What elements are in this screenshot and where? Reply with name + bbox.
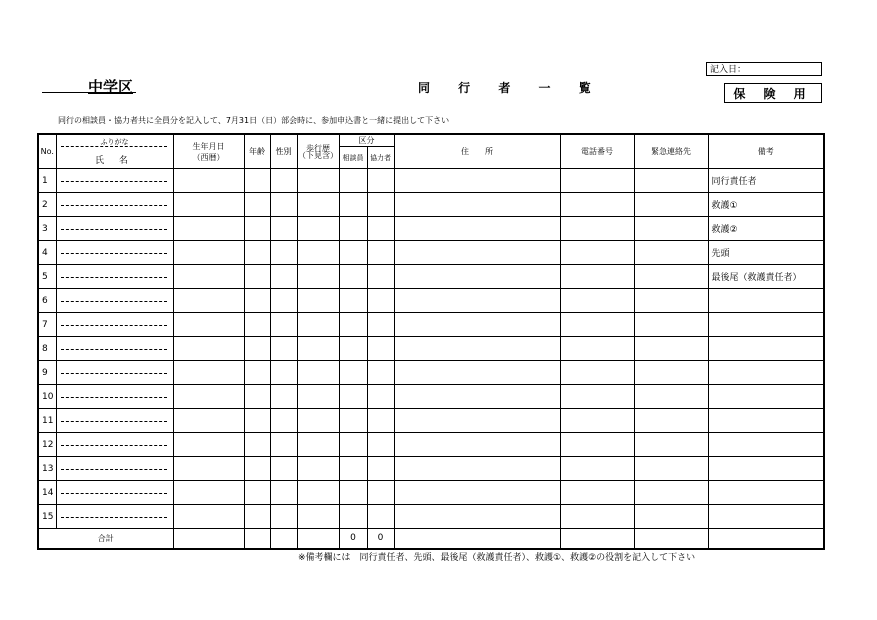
- birthdate-field[interactable]: [173, 217, 244, 241]
- total-counselor: 0: [339, 529, 367, 549]
- row-number: 2: [38, 193, 56, 217]
- header-name: [56, 134, 173, 169]
- region-name: 中学区: [88, 78, 134, 96]
- emergency-field[interactable]: [634, 217, 708, 241]
- name-field[interactable]: [56, 193, 173, 217]
- sex-field[interactable]: [270, 313, 297, 337]
- name-field[interactable]: [56, 217, 173, 241]
- total-walk: [297, 529, 339, 549]
- furigana-divider: [61, 181, 167, 182]
- table-row: [38, 289, 824, 313]
- sex-field[interactable]: [270, 337, 297, 361]
- document-title: 同 行 者 一 覧: [418, 81, 603, 95]
- cooperator-field[interactable]: [367, 433, 394, 457]
- phone-field[interactable]: [560, 193, 634, 217]
- notes-field[interactable]: [708, 337, 824, 361]
- name-field[interactable]: [56, 457, 173, 481]
- notes-field[interactable]: [708, 289, 824, 313]
- total-age: [244, 529, 270, 549]
- phone-field[interactable]: [560, 409, 634, 433]
- cooperator-field[interactable]: [367, 217, 394, 241]
- counselor-field[interactable]: [339, 385, 367, 409]
- age-field[interactable]: [244, 289, 270, 313]
- total-label: 合計: [38, 529, 173, 549]
- sex-field[interactable]: [270, 433, 297, 457]
- table-row: [38, 337, 824, 361]
- emergency-field[interactable]: [634, 409, 708, 433]
- address-field[interactable]: [394, 193, 560, 217]
- furigana-divider: [61, 146, 167, 147]
- birthdate-field[interactable]: [173, 433, 244, 457]
- name-field[interactable]: [56, 241, 173, 265]
- emergency-field[interactable]: [634, 169, 708, 193]
- sex-field[interactable]: [270, 217, 297, 241]
- name-field[interactable]: [56, 169, 173, 193]
- emergency-field[interactable]: [634, 385, 708, 409]
- table-row: [38, 385, 824, 409]
- furigana-divider: [61, 493, 167, 494]
- counselor-field[interactable]: [339, 433, 367, 457]
- header-no: No.: [38, 134, 56, 169]
- table-row: [38, 481, 824, 505]
- furigana-divider: [61, 301, 167, 302]
- counselor-field[interactable]: [339, 289, 367, 313]
- emergency-field[interactable]: [634, 193, 708, 217]
- address-field[interactable]: [394, 337, 560, 361]
- header-birthdate-label: 生年月日: [192, 141, 225, 151]
- phone-field[interactable]: [560, 481, 634, 505]
- cooperator-field[interactable]: [367, 313, 394, 337]
- phone-field[interactable]: [560, 457, 634, 481]
- header-walk-sub: （下見含）: [298, 150, 338, 160]
- name-field[interactable]: [56, 385, 173, 409]
- sex-field[interactable]: [270, 361, 297, 385]
- walk-field[interactable]: [297, 217, 339, 241]
- emergency-field[interactable]: [634, 241, 708, 265]
- total-notes: [708, 529, 824, 549]
- notes-field[interactable]: [708, 433, 824, 457]
- address-field[interactable]: [394, 289, 560, 313]
- address-field[interactable]: [394, 409, 560, 433]
- phone-field[interactable]: [560, 505, 634, 529]
- walk-field[interactable]: [297, 169, 339, 193]
- header-address: 住 所: [394, 134, 560, 169]
- total-birthdate: [173, 529, 244, 549]
- total-sex: [270, 529, 297, 549]
- emergency-field[interactable]: [634, 457, 708, 481]
- cooperator-field[interactable]: [367, 289, 394, 313]
- name-field[interactable]: [56, 265, 173, 289]
- emergency-field[interactable]: [634, 481, 708, 505]
- counselor-field[interactable]: [339, 313, 367, 337]
- walk-field[interactable]: [297, 337, 339, 361]
- sex-field[interactable]: [270, 505, 297, 529]
- age-field[interactable]: [244, 193, 270, 217]
- total-emergency: [634, 529, 708, 549]
- walk-field[interactable]: [297, 481, 339, 505]
- total-cooperator: 0: [367, 529, 394, 549]
- phone-field[interactable]: [560, 241, 634, 265]
- birthdate-field[interactable]: [173, 313, 244, 337]
- counselor-field[interactable]: [339, 169, 367, 193]
- emergency-field[interactable]: [634, 505, 708, 529]
- walk-field[interactable]: [297, 289, 339, 313]
- header-counselor: 相談員: [339, 147, 367, 169]
- header-shimei: 氏 名: [95, 156, 134, 166]
- table-row: [38, 457, 824, 481]
- sex-field[interactable]: [270, 481, 297, 505]
- header-birthdate-sub: （西暦）: [192, 152, 225, 162]
- notes-field[interactable]: [708, 409, 824, 433]
- furigana-divider: [61, 397, 167, 398]
- cooperator-field[interactable]: [367, 241, 394, 265]
- address-field[interactable]: [394, 481, 560, 505]
- birthdate-field[interactable]: [173, 169, 244, 193]
- sex-field[interactable]: [270, 385, 297, 409]
- sex-field[interactable]: [270, 289, 297, 313]
- total-address: [394, 529, 560, 549]
- address-field[interactable]: [394, 241, 560, 265]
- age-field[interactable]: [244, 217, 270, 241]
- furigana-divider: [61, 325, 167, 326]
- counselor-field[interactable]: [339, 193, 367, 217]
- notes-field[interactable]: [708, 505, 824, 529]
- total-phone: [560, 529, 634, 549]
- header-sex: 性別: [270, 134, 297, 169]
- table-row: [38, 217, 824, 241]
- table-row: [38, 505, 824, 529]
- emergency-field[interactable]: [634, 433, 708, 457]
- furigana-divider: [61, 421, 167, 422]
- furigana-divider: [61, 229, 167, 230]
- row-number: 6: [38, 289, 56, 313]
- row-number: 11: [38, 409, 56, 433]
- emergency-field[interactable]: [634, 289, 708, 313]
- age-field[interactable]: [244, 313, 270, 337]
- row-number: 14: [38, 481, 56, 505]
- cooperator-field[interactable]: [367, 385, 394, 409]
- sex-field[interactable]: [270, 241, 297, 265]
- table-row: [38, 169, 824, 193]
- birthdate-field[interactable]: [173, 265, 244, 289]
- walk-field[interactable]: [297, 457, 339, 481]
- cooperator-field[interactable]: [367, 505, 394, 529]
- header-age: 年齢: [244, 134, 270, 169]
- phone-field[interactable]: [560, 361, 634, 385]
- address-field[interactable]: [394, 313, 560, 337]
- table-row: [38, 241, 824, 265]
- cooperator-field[interactable]: [367, 337, 394, 361]
- age-field[interactable]: [244, 433, 270, 457]
- table-row: [38, 313, 824, 337]
- furigana-divider: [61, 445, 167, 446]
- counselor-field[interactable]: [339, 481, 367, 505]
- insurance-label: 保 険 用: [724, 83, 822, 103]
- birthdate-field[interactable]: [173, 289, 244, 313]
- emergency-field[interactable]: [634, 265, 708, 289]
- total-row: [38, 529, 824, 549]
- notes-field[interactable]: 同行責任者: [708, 169, 824, 193]
- row-number: 8: [38, 337, 56, 361]
- phone-field[interactable]: [560, 169, 634, 193]
- name-field[interactable]: [56, 433, 173, 457]
- counselor-field[interactable]: [339, 505, 367, 529]
- header-phone: 電話番号: [560, 134, 634, 169]
- row-number: 5: [38, 265, 56, 289]
- table-row: [38, 433, 824, 457]
- header-category: 区分: [339, 134, 394, 147]
- row-number: 9: [38, 361, 56, 385]
- age-field[interactable]: [244, 241, 270, 265]
- counselor-field[interactable]: [339, 409, 367, 433]
- header-furigana: ふりがな: [100, 138, 129, 146]
- phone-field[interactable]: [560, 337, 634, 361]
- furigana-divider: [61, 253, 167, 254]
- cooperator-field[interactable]: [367, 265, 394, 289]
- instruction-text: 同行の相談員・協力者共に全員分を記入して、7月31日（日）部会時に、参加申込書と一緒に提出して下さい: [58, 116, 450, 125]
- counselor-field[interactable]: [339, 217, 367, 241]
- age-field[interactable]: [244, 457, 270, 481]
- counselor-field[interactable]: [339, 265, 367, 289]
- walk-field[interactable]: [297, 241, 339, 265]
- address-field[interactable]: [394, 265, 560, 289]
- age-field[interactable]: [244, 169, 270, 193]
- address-field[interactable]: [394, 457, 560, 481]
- row-number: 7: [38, 313, 56, 337]
- header-emergency: 緊急連絡先: [634, 134, 708, 169]
- birthdate-field[interactable]: [173, 241, 244, 265]
- emergency-field[interactable]: [634, 361, 708, 385]
- row-number: 12: [38, 433, 56, 457]
- walk-field[interactable]: [297, 505, 339, 529]
- birthdate-field[interactable]: [173, 481, 244, 505]
- address-field[interactable]: [394, 217, 560, 241]
- furigana-divider: [61, 517, 167, 518]
- counselor-field[interactable]: [339, 241, 367, 265]
- header-row: [38, 134, 824, 147]
- notes-field[interactable]: [708, 385, 824, 409]
- name-field[interactable]: [56, 409, 173, 433]
- address-field[interactable]: [394, 169, 560, 193]
- notes-field[interactable]: 先頭: [708, 241, 824, 265]
- notes-field[interactable]: [708, 457, 824, 481]
- age-field[interactable]: [244, 505, 270, 529]
- counselor-field[interactable]: [339, 337, 367, 361]
- address-field[interactable]: [394, 505, 560, 529]
- walk-field[interactable]: [297, 385, 339, 409]
- sex-field[interactable]: [270, 457, 297, 481]
- companion-table: [37, 133, 825, 550]
- phone-field[interactable]: [560, 289, 634, 313]
- cooperator-field[interactable]: [367, 481, 394, 505]
- cooperator-field[interactable]: [367, 409, 394, 433]
- header-walk-label: 歩行歴: [306, 143, 330, 153]
- phone-field[interactable]: [560, 265, 634, 289]
- name-field[interactable]: [56, 481, 173, 505]
- sex-field[interactable]: [270, 193, 297, 217]
- address-field[interactable]: [394, 385, 560, 409]
- age-field[interactable]: [244, 361, 270, 385]
- row-number: 15: [38, 505, 56, 529]
- address-field[interactable]: [394, 361, 560, 385]
- row-number: 10: [38, 385, 56, 409]
- notes-field[interactable]: 救護①: [708, 193, 824, 217]
- age-field[interactable]: [244, 481, 270, 505]
- birthdate-field[interactable]: [173, 457, 244, 481]
- table-row: [38, 409, 824, 433]
- header-walk: [297, 134, 339, 169]
- cooperator-field[interactable]: [367, 457, 394, 481]
- footnote-text: ※備考欄には 同行責任者、先頭、最後尾（救護責任者）、救護①、救護②の役割を記入して下さい: [298, 553, 696, 563]
- table-row: [38, 265, 824, 289]
- header-cooperator: 協力者: [367, 147, 394, 169]
- phone-field[interactable]: [560, 217, 634, 241]
- table-row: [38, 193, 824, 217]
- header-notes: 備考: [708, 134, 824, 169]
- furigana-divider: [61, 349, 167, 350]
- row-number: 3: [38, 217, 56, 241]
- row-number: 13: [38, 457, 56, 481]
- walk-field[interactable]: [297, 313, 339, 337]
- emergency-field[interactable]: [634, 337, 708, 361]
- age-field[interactable]: [244, 409, 270, 433]
- age-field[interactable]: [244, 337, 270, 361]
- sex-field[interactable]: [270, 409, 297, 433]
- emergency-field[interactable]: [634, 313, 708, 337]
- sex-field[interactable]: [270, 265, 297, 289]
- row-number: 4: [38, 241, 56, 265]
- cooperator-field[interactable]: [367, 361, 394, 385]
- walk-field[interactable]: [297, 433, 339, 457]
- birthdate-field[interactable]: [173, 337, 244, 361]
- furigana-divider: [61, 373, 167, 374]
- walk-field[interactable]: [297, 361, 339, 385]
- walk-field[interactable]: [297, 409, 339, 433]
- notes-field[interactable]: 救護②: [708, 217, 824, 241]
- notes-field[interactable]: [708, 481, 824, 505]
- header-birthdate: [173, 134, 244, 169]
- sex-field[interactable]: [270, 169, 297, 193]
- notes-field[interactable]: [708, 313, 824, 337]
- birthdate-field[interactable]: [173, 385, 244, 409]
- notes-field[interactable]: 最後尾（救護責任者）: [708, 265, 824, 289]
- birthdate-field[interactable]: [173, 409, 244, 433]
- name-field[interactable]: [56, 361, 173, 385]
- phone-field[interactable]: [560, 433, 634, 457]
- name-field[interactable]: [56, 313, 173, 337]
- phone-field[interactable]: [560, 385, 634, 409]
- furigana-divider: [61, 277, 167, 278]
- address-field[interactable]: [394, 433, 560, 457]
- age-field[interactable]: [244, 265, 270, 289]
- name-field[interactable]: [56, 289, 173, 313]
- walk-field[interactable]: [297, 193, 339, 217]
- table-row: [38, 361, 824, 385]
- birthdate-field[interactable]: [173, 193, 244, 217]
- age-field[interactable]: [244, 385, 270, 409]
- cooperator-field[interactable]: [367, 169, 394, 193]
- birthdate-field[interactable]: [173, 505, 244, 529]
- walk-field[interactable]: [297, 265, 339, 289]
- furigana-divider: [61, 205, 167, 206]
- phone-field[interactable]: [560, 313, 634, 337]
- name-field[interactable]: [56, 505, 173, 529]
- birthdate-field[interactable]: [173, 361, 244, 385]
- cooperator-field[interactable]: [367, 193, 394, 217]
- row-number: 1: [38, 169, 56, 193]
- counselor-field[interactable]: [339, 361, 367, 385]
- furigana-divider: [61, 469, 167, 470]
- name-field[interactable]: [56, 337, 173, 361]
- notes-field[interactable]: [708, 361, 824, 385]
- entry-date-field[interactable]: 記入日：: [706, 62, 822, 76]
- counselor-field[interactable]: [339, 457, 367, 481]
